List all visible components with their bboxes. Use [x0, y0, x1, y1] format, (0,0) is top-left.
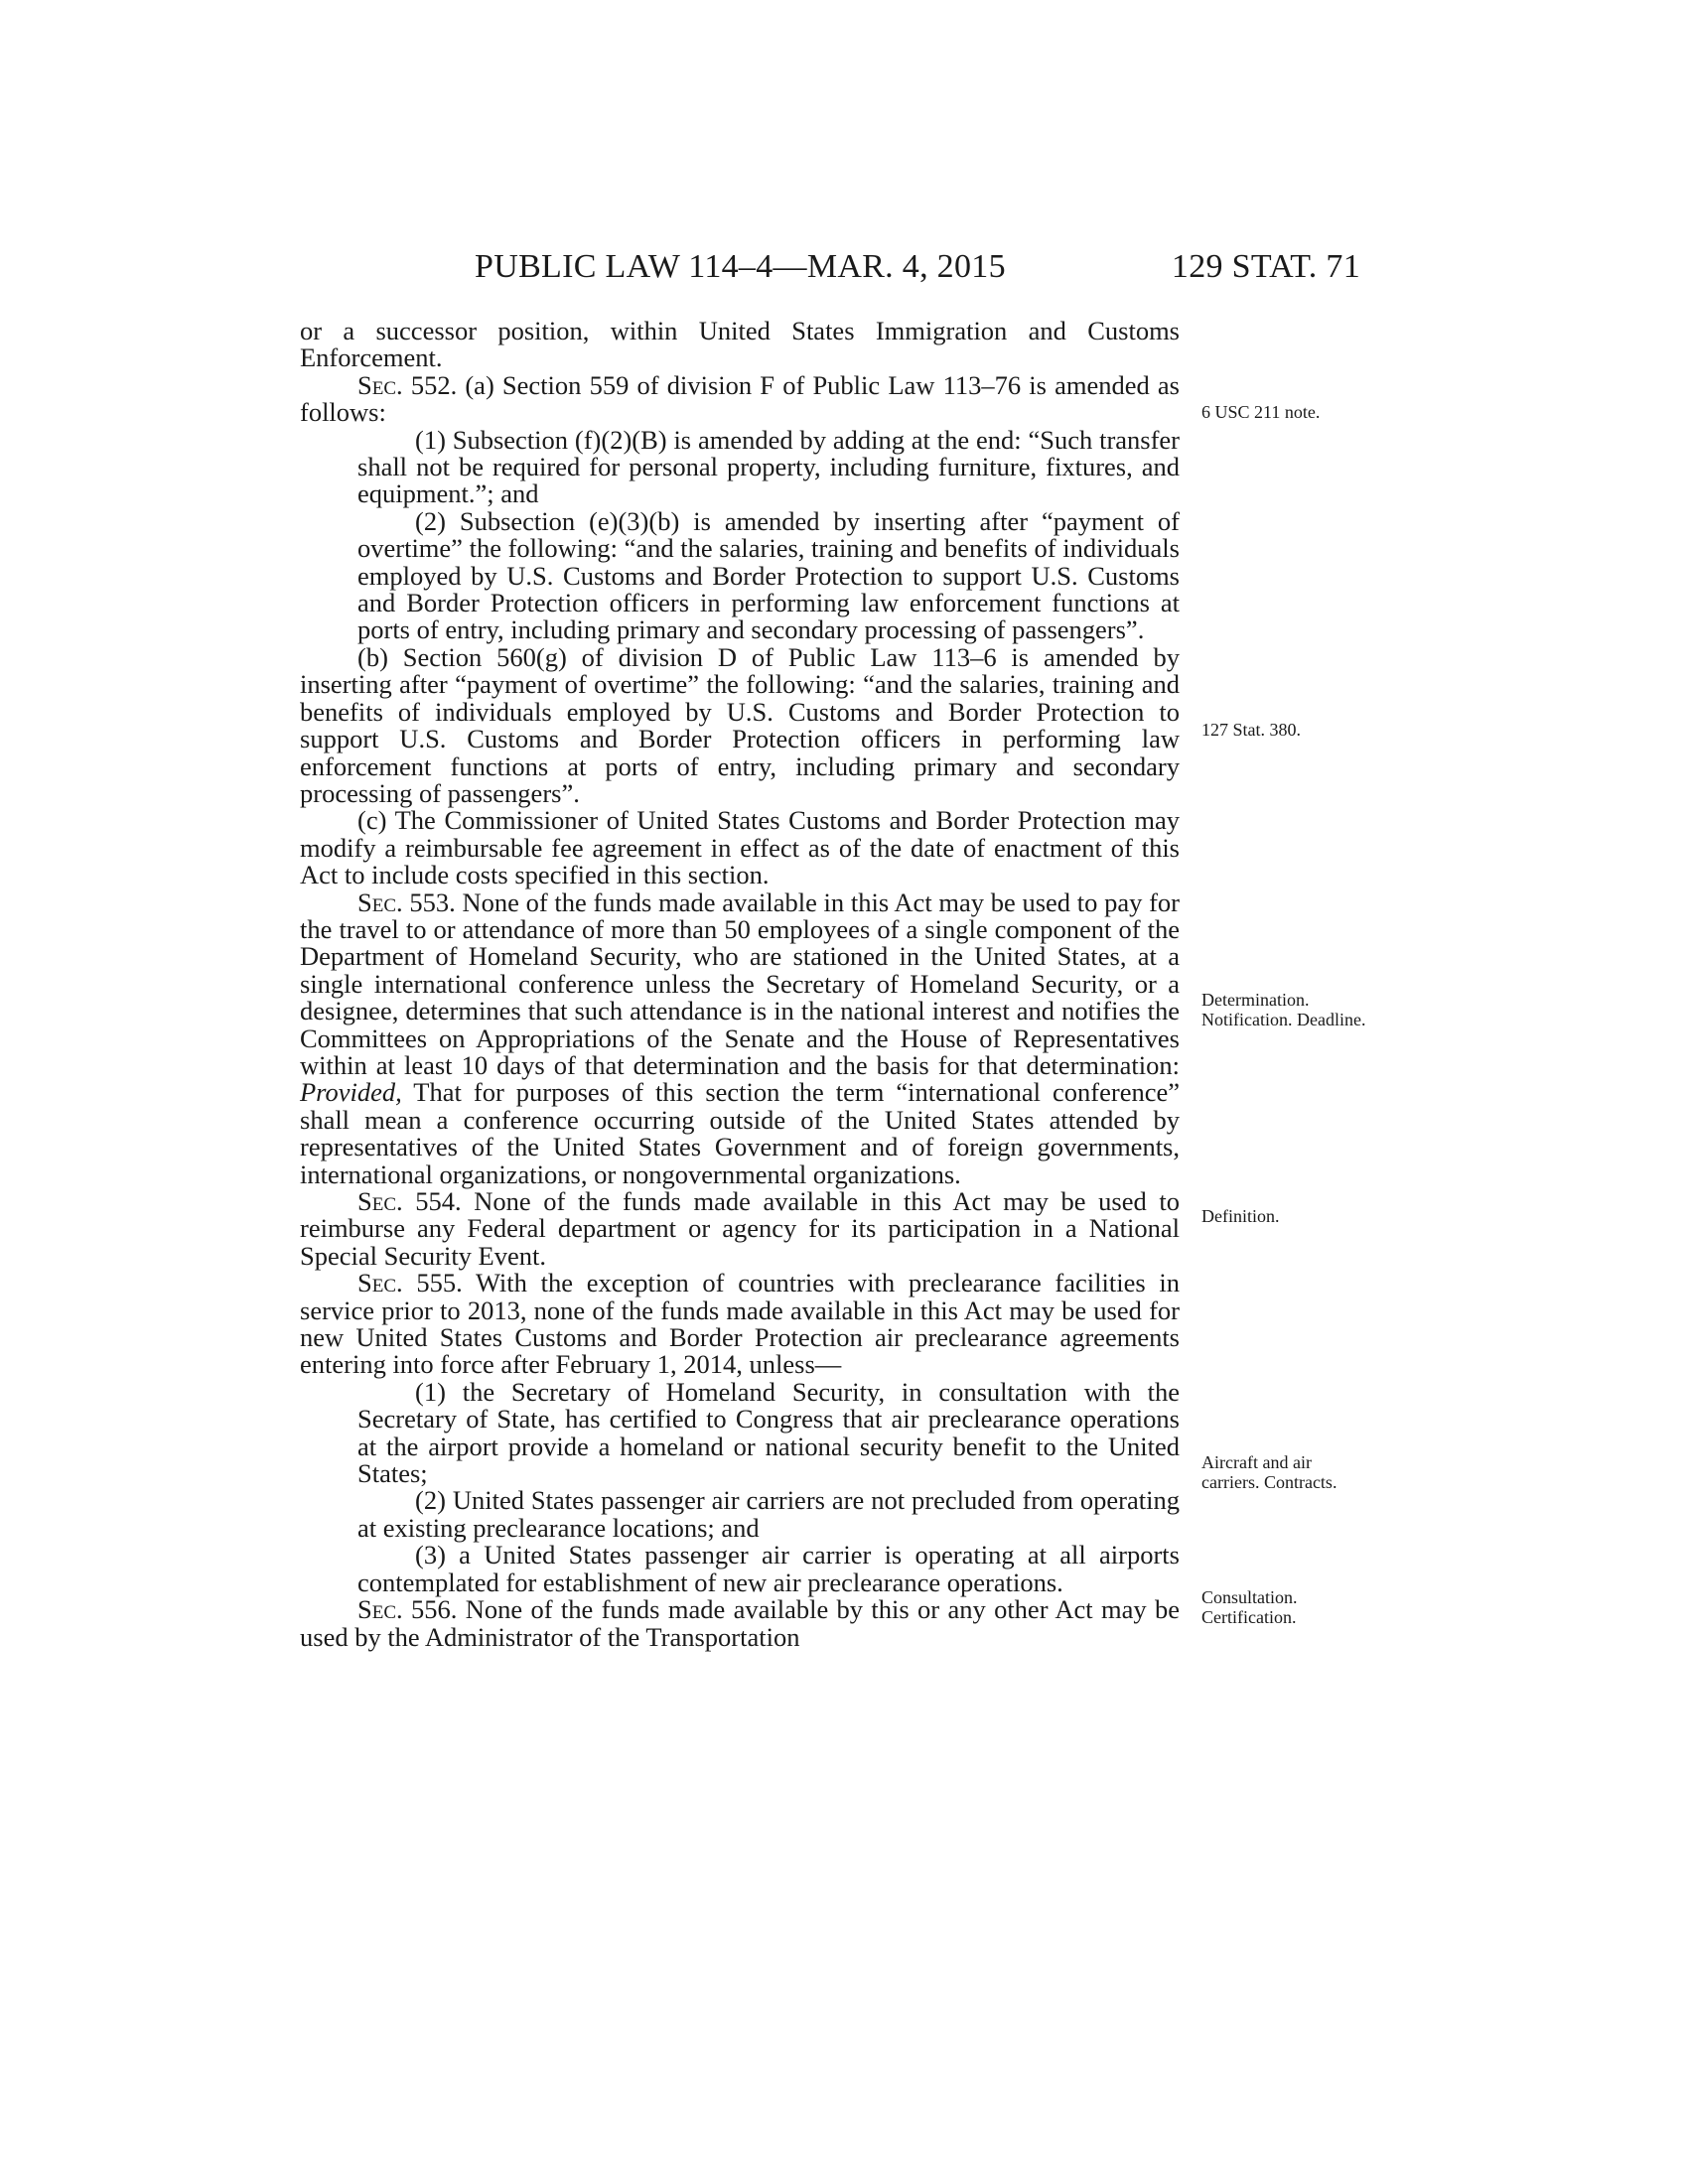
section-556 — [300, 1596, 1180, 1651]
section-555-item-1: (1) the Secretary of Homeland Security, in consultation with the Secretary of State, has certified to Congress that air preclearance operations at the airport provide a homeland or national security benefit to the United States; — [357, 1376, 1180, 1489]
section-554 — [300, 1188, 1180, 1270]
margin-note-aircraft: Aircraft and air carriers. Contracts. — [1201, 1452, 1337, 1492]
section-555-item-3: (3) a United States passenger air carrier is operating at all airports contemplated for establishment of new air preclearance operations. — [357, 1540, 1180, 1597]
section-553 — [300, 889, 1180, 1188]
section-552-subsection-b: (b) Section 560(g) of division D of Public Law 113–6 is amended by inserting after “payment of overtime” the following: “and the salaries, training and benefits of individuals employed by U.S. Customs and Border Protection to support U.S. Customs and Border Protection officers in performing law enforcement functions at ports of entry, including primary and secondary processing of passengers”. — [300, 641, 1180, 808]
section-555-intro — [300, 1270, 1180, 1379]
sec-label: Sec. — [357, 1186, 403, 1216]
sec-label: Sec. — [357, 887, 403, 917]
section-552-intro — [300, 369, 1180, 428]
section-556-text: 556. None of the funds made available by this or any other Act may be used by the Administrator of the Transportation — [300, 1594, 1180, 1652]
sec-label: Sec. — [357, 1594, 403, 1625]
margin-note-stat: 127 Stat. 380. — [1201, 720, 1302, 740]
body-text — [300, 318, 1180, 1651]
section-554-text: 554. None of the funds made available in this Act may be used to reimburse any Federal department or agency for its participation in a National Special Security Event. — [300, 1186, 1180, 1271]
provided-italic: Provided, — [300, 1077, 402, 1108]
section-555-item-2: (2) United States passenger air carriers are not precluded from operating at existing preclearance locations; and — [357, 1485, 1180, 1543]
sec-label: Sec. — [357, 1268, 403, 1298]
section-552-item-1: (1) Subsection (f)(2)(B) is amended by adding at the end: “Such transfer shall not be required for personal property, including furniture, fixtures, and equipment.”; and — [357, 424, 1180, 509]
section-552-text: 552. (a) Section 559 of division F of Public Law 113–76 is amended as follows: — [300, 369, 1180, 428]
section-552-item-2: (2) Subsection (e)(3)(b) is amended by inserting after “payment of overtime” the following: “and the salaries, training and benefits of individuals employed by U.S. Customs and Border Protection to support U.S. Customs and Border Protection officers in performing law enforcement functions at ports of entry, including primary and secondary processing of passengers”. — [357, 505, 1180, 645]
running-head: PUBLIC LAW 114–4—MAR. 4, 2015 — [475, 248, 1006, 285]
section-552-subsection-c: (c) The Commissioner of United States Customs and Border Protection may modify a reimbursable fee agreement in effect as of the date of enactment of this Act to include costs specified in this section. — [300, 805, 1180, 890]
section-553-text-after: That for purposes of this section the term “international conference” shall mean a conference occurring outside of the United States attended by representatives of the United States Government and of foreign governments, international organizations, or nongovernmental organizations. — [300, 1077, 1180, 1189]
paragraph-continuation: or a successor position, within United States Immigration and Customs Enforcement. — [300, 316, 1180, 373]
section-553-text-before: 553. None of the funds made available in this Act may be used to pay for the travel to or attendance of more than 50 employees of a single component of the Department of Homeland Security, who are stationed in the United States, at a single international conference unless the Secretary of Homeland Security, or a designee, determines that such attendance is in the national interest and notifies the Committees on Appropriations of the Senate and the House of Representatives within at least 10 days of that determination and the basis for that determination: — [300, 887, 1180, 1080]
margin-note-usc: 6 USC 211 note. — [1201, 402, 1321, 422]
margin-note-consultation: Consultation. Certification. — [1201, 1587, 1298, 1627]
section-555-text: 555. With the exception of countries with preclearance facilities in service prior to 2013, none of the funds made available in this Act may be used for new United States Customs and Border Protection air preclearance agreements entering into force after February 1, 2014, unless— — [300, 1268, 1180, 1380]
margin-note-definition: Definition. — [1201, 1206, 1280, 1226]
page-number: 129 STAT. 71 — [1171, 248, 1360, 285]
margin-note-determination: Determination. Notification. Deadline. — [1201, 990, 1366, 1029]
sec-label: Sec. — [357, 369, 403, 400]
